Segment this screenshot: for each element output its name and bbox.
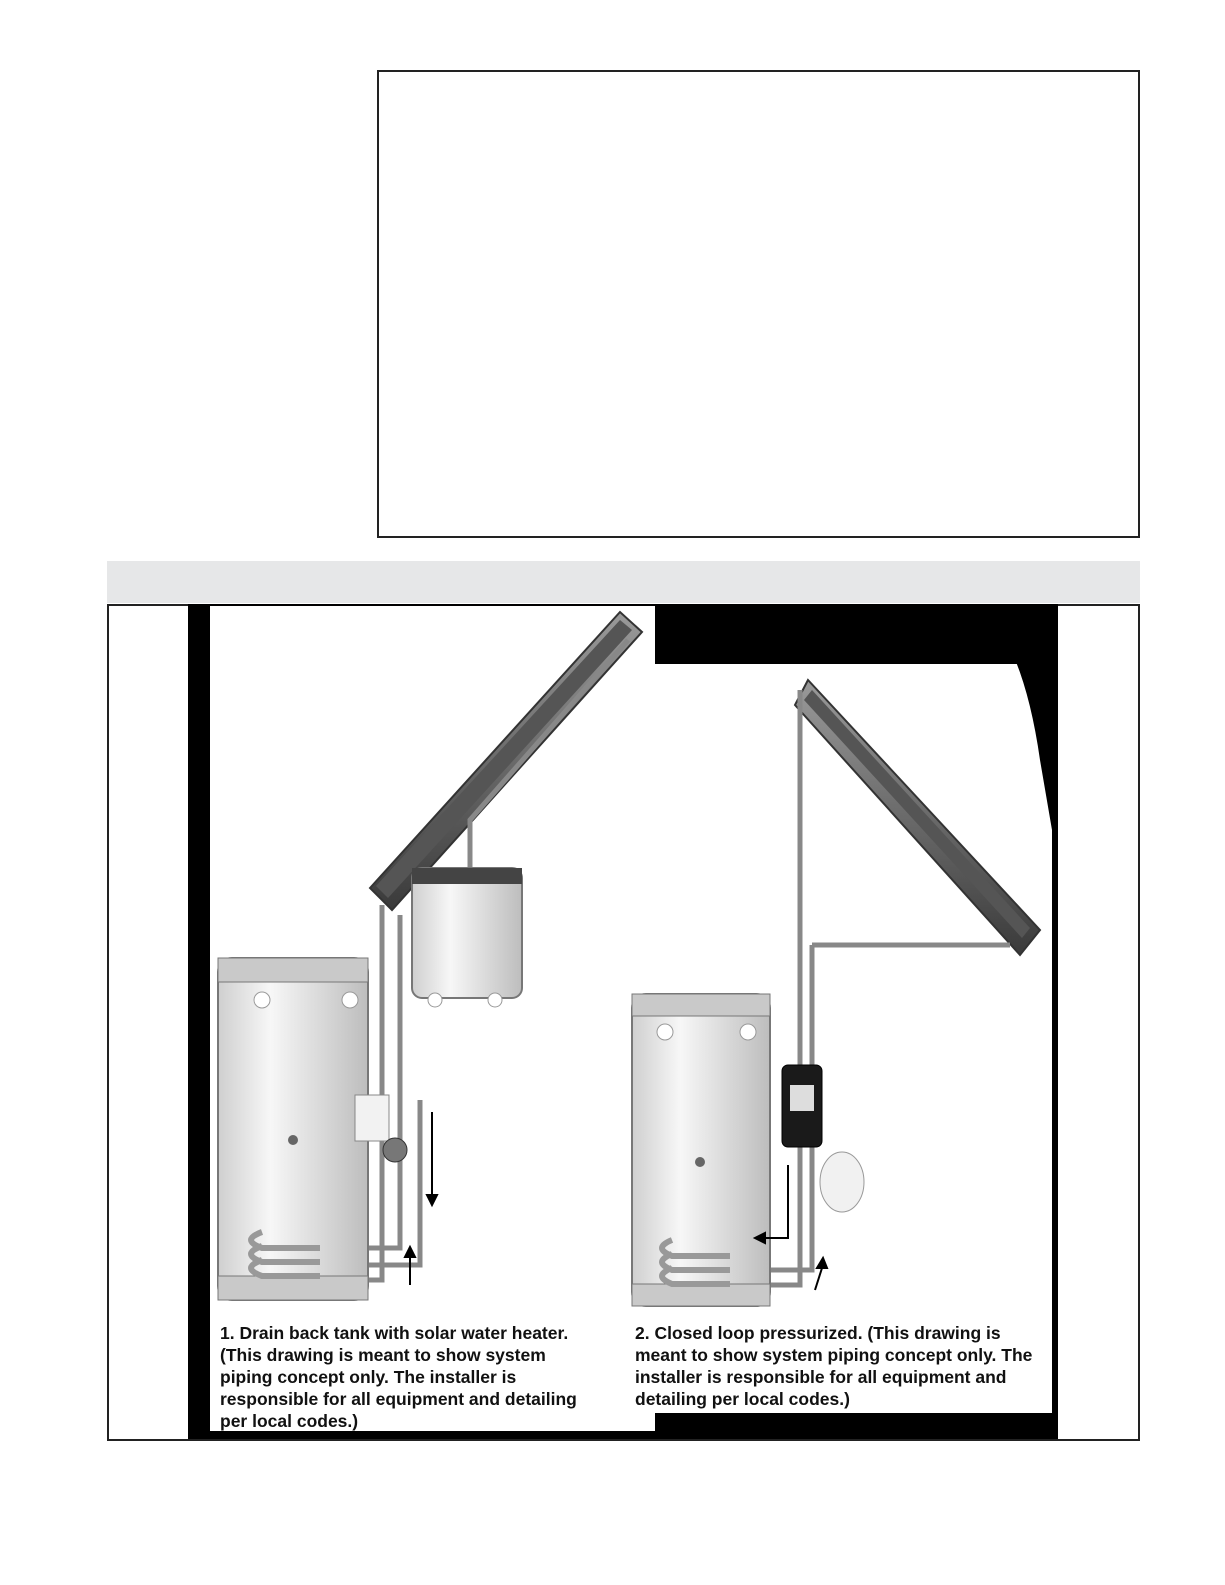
drain-back-tank [412,868,522,1007]
caption-drain-back: 1. Drain back tank with solar water heater. (This drawing is meant to show system piping concept only. The installer is responsible for all equipment and detailing per local codes.) [220,1323,577,1431]
solar-collector-left [370,612,642,910]
solar-collector-right [795,680,1040,955]
pump-left [383,1138,407,1162]
storage-tank-right [632,994,770,1306]
storage-tank-left [218,958,368,1300]
pump-station-display [790,1085,814,1111]
caption-closed-loop: 2. Closed loop pressurized. (This drawing is meant to show system piping concept only. The installer is responsible for all equipment and detailing per local codes.) [635,1323,1033,1409]
expansion-tank [820,1152,864,1212]
controller-left [355,1095,389,1141]
